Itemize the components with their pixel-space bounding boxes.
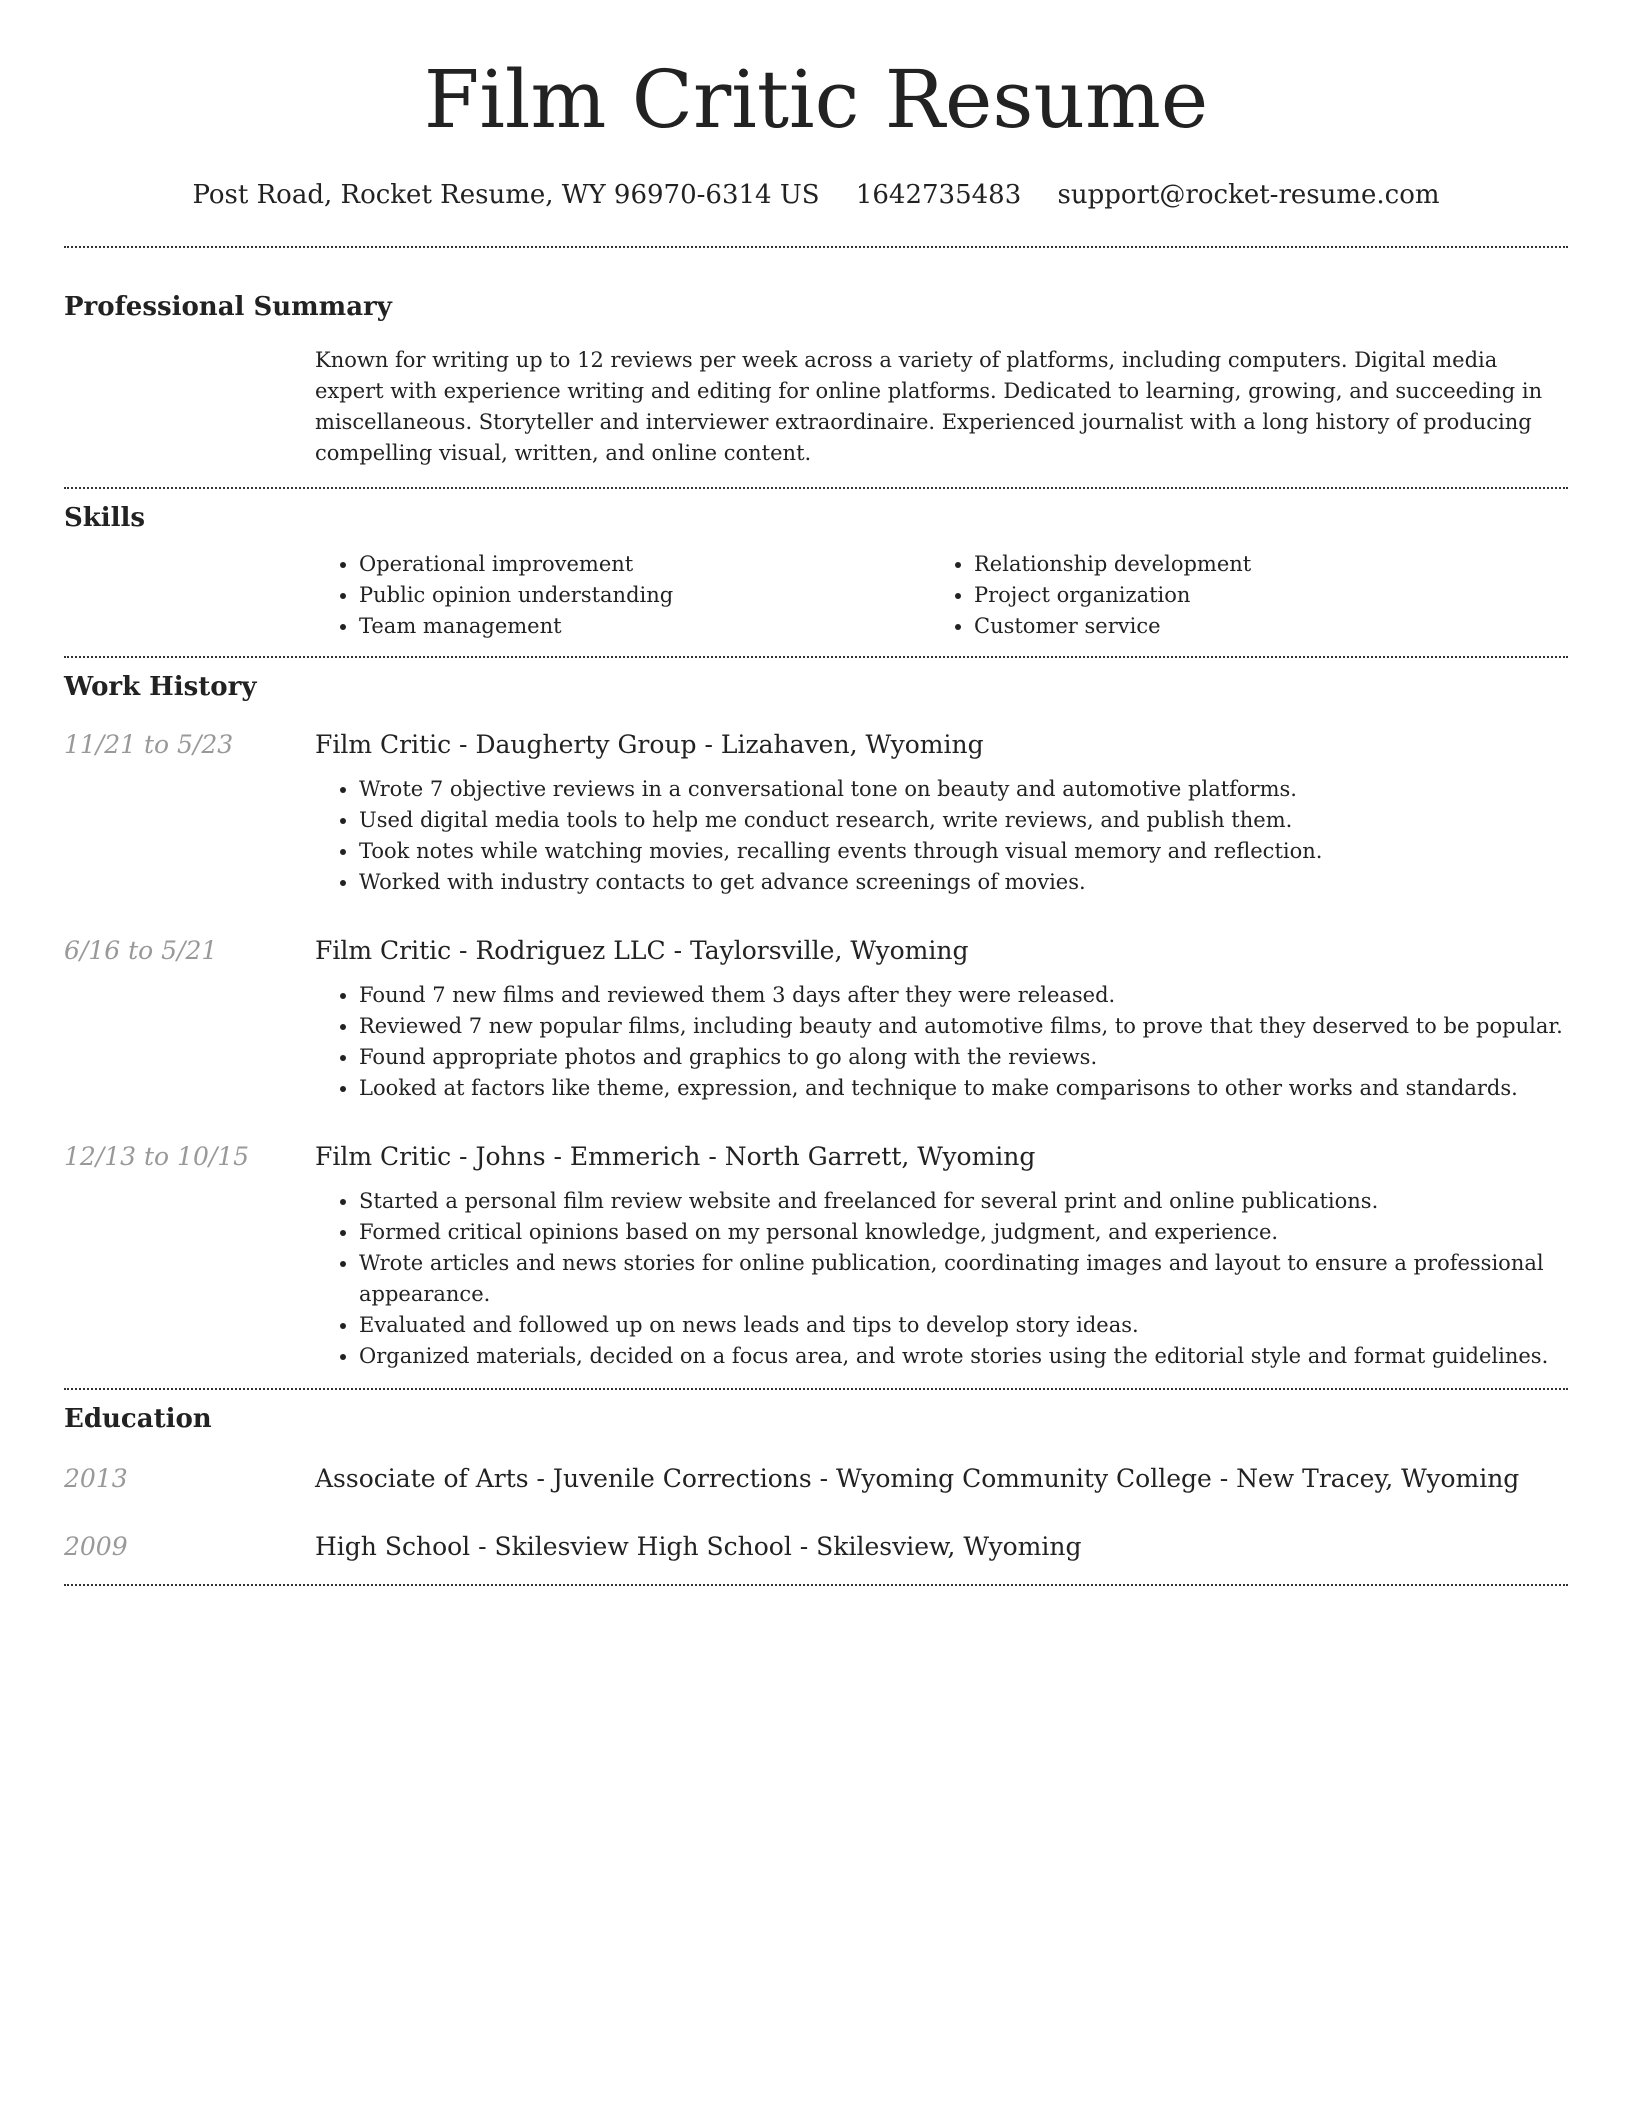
job-dates: 6/16 to 5/21 [64, 936, 218, 965]
skills-section [64, 501, 1568, 642]
job-entry [64, 934, 1568, 1104]
resume-page [64, 0, 1568, 1586]
job-dates: 11/21 to 5/23 [64, 730, 234, 759]
summary-text: Known for writing up to 12 reviews per week across a variety of platforms, including computers. Digital media expert with experience writing and editing for online platforms. Dedicated to learning, growing, and succeeding in miscellaneous. Storyteller and interviewer extraordinaire. Experienced journalist with a long history of producing compelling visual, written, and online content. [315, 348, 1543, 465]
education-year: 2009 [64, 1532, 128, 1561]
job-bullet: • Organized materials, decided on a focus area, and wrote stories using the editorial style and format guidelines. [359, 1341, 1568, 1372]
section-divider [64, 656, 1568, 658]
job-bullet: • Looked at factors like theme, expression, and technique to make comparisons to other works and standards. [359, 1073, 1568, 1104]
job-body [315, 1140, 1568, 1372]
job-body [315, 934, 1568, 1104]
job-bullets [315, 774, 1568, 898]
job-bullet: • Wrote articles and news stories for online publication, coordinating images and layout to ensure a professional appearance. [359, 1248, 1568, 1310]
job-entry [64, 1140, 1568, 1372]
section-divider [64, 487, 1568, 489]
education-heading: Education [64, 1404, 212, 1434]
job-bullet: • Started a personal film review website and freelanced for several print and online publications. [359, 1186, 1568, 1217]
contact-email: support@rocket-resume.com [1057, 180, 1440, 210]
section-divider [64, 1584, 1568, 1586]
job-bullet: • Evaluated and followed up on news leads and tips to develop story ideas. [359, 1310, 1568, 1341]
section-divider [64, 246, 1568, 248]
work-history-heading: Work History [64, 672, 257, 702]
work-history-section [64, 670, 1568, 1372]
education-details: Associate of Arts - Juvenile Corrections - Wyoming Community College - New Tracey, Wyoming [315, 1464, 1520, 1493]
summary-heading: Professional Summary [64, 292, 392, 322]
job-bullet: • Worked with industry contacts to get advance screenings of movies. [359, 867, 1568, 898]
skill-item: • Relationship development [974, 549, 1545, 580]
job-title: Film Critic - Johns - Emmerich - North Garrett, Wyoming [315, 1142, 1036, 1171]
skills-column-left [315, 549, 930, 642]
skill-item: • Public opinion understanding [359, 580, 930, 611]
skills-column-right [930, 549, 1545, 642]
education-details: High School - Skilesview High School - Skilesview, Wyoming [315, 1532, 1082, 1561]
job-bullet: • Wrote 7 objective reviews in a conversational tone on beauty and automotive platforms. [359, 774, 1568, 805]
job-bullet: • Formed critical opinions based on my personal knowledge, judgment, and experience. [359, 1217, 1568, 1248]
section-divider [64, 1388, 1568, 1390]
education-section [64, 1402, 1568, 1564]
education-entry [64, 1530, 1568, 1564]
job-body [315, 728, 1568, 898]
job-entry [64, 728, 1568, 898]
contact-line [64, 178, 1568, 212]
education-year: 2013 [64, 1464, 128, 1493]
job-bullet: • Reviewed 7 new popular films, including beauty and automotive films, to prove that they deserved to be popular. [359, 1011, 1568, 1042]
skill-item: • Project organization [974, 580, 1545, 611]
job-bullets [315, 1186, 1568, 1372]
skills-heading: Skills [64, 503, 146, 533]
job-bullet: • Found appropriate photos and graphics to go along with the reviews. [359, 1042, 1568, 1073]
job-bullet: • Took notes while watching movies, recalling events through visual memory and reflection. [359, 836, 1568, 867]
resume-title: Film Critic Resume [423, 53, 1209, 146]
job-bullet: • Found 7 new films and reviewed them 3 days after they were released. [359, 980, 1568, 1011]
education-entry [64, 1462, 1568, 1496]
job-dates: 12/13 to 10/15 [64, 1142, 250, 1171]
summary-section [64, 290, 1568, 469]
skill-item: • Operational improvement [359, 549, 930, 580]
job-bullet: • Used digital media tools to help me conduct research, write reviews, and publish them. [359, 805, 1568, 836]
job-title: Film Critic - Daugherty Group - Lizahaven, Wyoming [315, 730, 984, 759]
job-bullets [315, 980, 1568, 1104]
skill-item: • Customer service [974, 611, 1545, 642]
skills-grid [315, 549, 1568, 642]
contact-phone: 1642735483 [855, 180, 1022, 210]
job-title: Film Critic - Rodriguez LLC - Taylorsville, Wyoming [315, 936, 969, 965]
contact-address: Post Road, Rocket Resume, WY 96970-6314 US [192, 180, 820, 210]
skill-item: • Team management [359, 611, 930, 642]
